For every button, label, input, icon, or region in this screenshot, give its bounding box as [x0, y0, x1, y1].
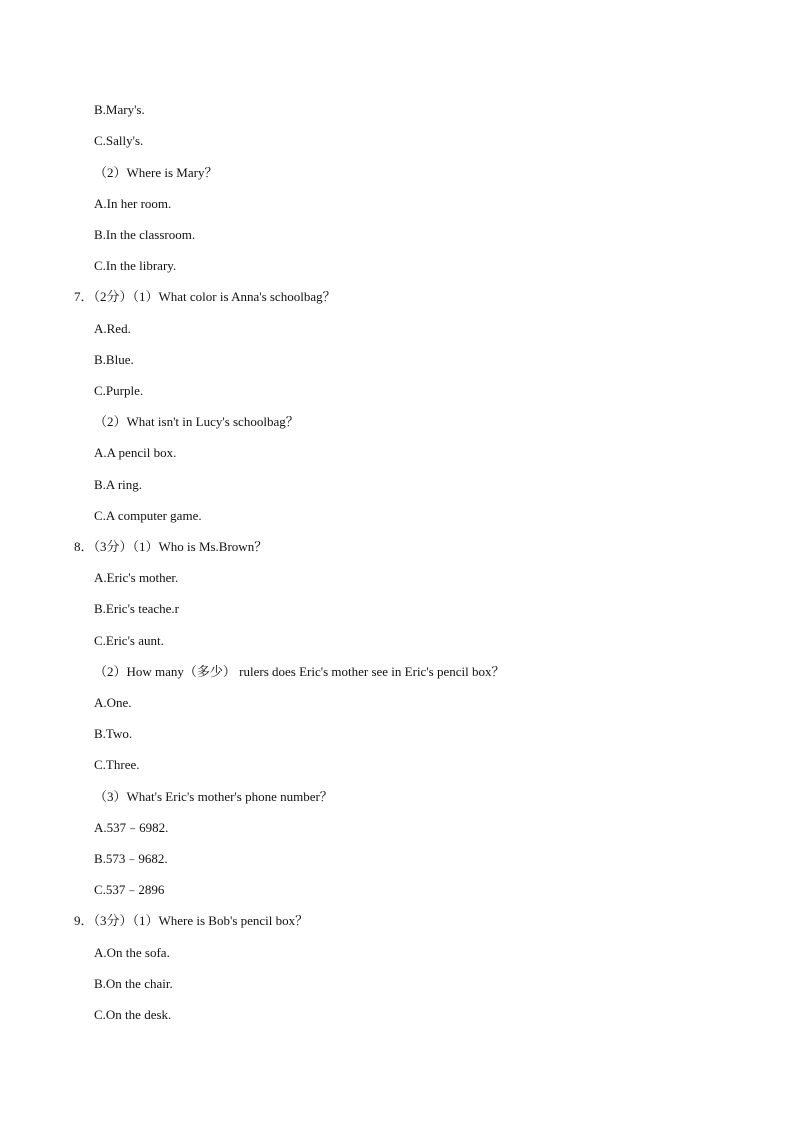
option-7-2-a: A.A pencil box.	[94, 445, 177, 460]
option-8-2-a: A.One.	[94, 695, 132, 710]
subquestion-8-3: （3）What's Eric's mother's phone number？	[94, 789, 333, 804]
option-6-2-c: C.In the library.	[94, 258, 177, 273]
option-8-2-c: C.Three.	[94, 757, 140, 772]
option-8-1-a: A.Eric's mother.	[94, 570, 179, 585]
option-6-1-b: B.Mary's.	[94, 102, 145, 117]
subquestion-7-2: （2）What isn't in Lucy's schoolbag？	[94, 414, 299, 429]
option-9-1-b: B.On the chair.	[94, 976, 173, 991]
option-7-1-a: A.Red.	[94, 321, 131, 336]
option-8-3-c: C.537﹣2896	[94, 882, 165, 897]
question-8: 8．（3分）（1）Who is Ms.Brown？	[74, 539, 268, 554]
option-8-3-a: A.537﹣6982.	[94, 820, 169, 835]
option-8-3-b: B.573﹣9682.	[94, 851, 168, 866]
option-7-2-c: C.A computer game.	[94, 508, 202, 523]
option-8-1-c: C.Eric's aunt.	[94, 633, 164, 648]
option-6-2-a: A.In her room.	[94, 196, 172, 211]
option-7-1-c: C.Purple.	[94, 383, 144, 398]
option-8-2-b: B.Two.	[94, 726, 133, 741]
option-7-1-b: B.Blue.	[94, 352, 134, 367]
subquestion-6-2: （2）Where is Mary？	[94, 165, 218, 180]
option-8-1-b: B.Eric's teache.r	[94, 601, 179, 616]
subquestion-8-2: （2）How many（多少） rulers does Eric's mother see in Eric's pencil box？	[94, 664, 505, 679]
question-9: 9．（3分）（1）Where is Bob's pencil box？	[74, 913, 309, 928]
option-6-1-c: C.Sally's.	[94, 133, 144, 148]
option-6-2-b: B.In the classroom.	[94, 227, 196, 242]
option-7-2-b: B.A ring.	[94, 477, 143, 492]
option-9-1-c: C.On the desk.	[94, 1007, 172, 1022]
question-7: 7．（2分）（1）What color is Anna's schoolbag？	[74, 289, 336, 304]
option-9-1-a: A.On the sofa.	[94, 945, 170, 960]
